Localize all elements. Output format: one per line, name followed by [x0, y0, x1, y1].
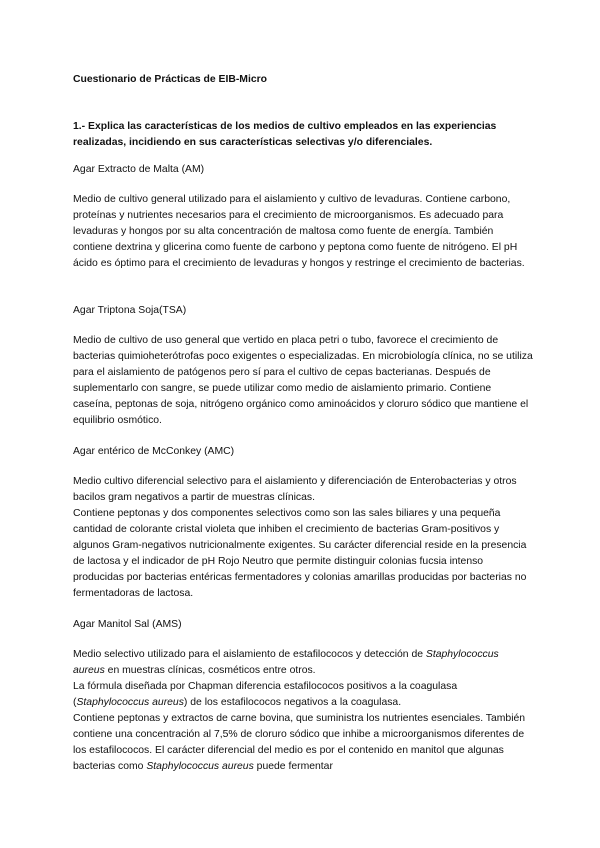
ams-p1-text-a: Medio selectivo utilizado para el aislamiento de estafilococos y detección de	[73, 649, 426, 660]
ams-p1-species: Staphylococcus aureus	[73, 649, 499, 676]
section-heading-am: Agar Extracto de Malta (AM)	[73, 164, 205, 175]
ams-p3-species: Staphylococcus aureus	[146, 761, 254, 772]
section-body-amc-2: Contiene peptonas y dos componentes selectivos como son las sales biliares y una pequeña cantidad de colorante cristal violeta que inhiben el crecimiento de bacterias Gram-positivos y algunos Gram-negativos nutricionalmente exigentes. Su carácter diferencial reside en la presencia de lactosa y el indicador de pH Rojo Neutro que permite distinguir colonias fucsia intenso producidas por bacterias entéricas fermentadores y colonias amarillas producidas por bacterias no fermentadoras de lactosa.	[73, 508, 527, 599]
section-body-am: Medio de cultivo general utilizado para el aislamiento y cultivo de levaduras. Contiene carbono, proteínas y nutrientes necesarios para el crecimiento de microorganismos. Es adecuado para levaduras y hongos por su alta concentración de maltosa como fuente de energía. También contiene dextrina y glicerina como fuente de carbono y peptona como fuente de nitrógeno. El pH ácido es óptimo para el crecimiento de levaduras y hongos y restringe el crecimiento de bacterias.	[73, 194, 525, 269]
section-body-amc-1: Medio cultivo diferencial selectivo para el aislamiento y diferenciación de Enterobacterias y otros bacilos gram negativos a partir de muestras clínicas.	[73, 476, 517, 503]
ams-p2-species: Staphylococcus aureus	[76, 697, 184, 708]
section-body-tsa: Medio de cultivo de uso general que vertido en placa petri o tubo, favorece el crecimiento de bacterias quimioheterótrofas poco exigentes o especializadas. En microbiología clínica, no se utiliza para el aislamiento de patógenos pero sí para el cultivo de cepas bacterianas. Después de suplementarlo con sangre, se puede utilizar como medio de aislamiento primario. Contiene caseína, peptonas de soja, nitrógeno orgánico como aminoácidos y cloruro sódico que mantiene el equilibrio osmótico.	[73, 335, 533, 426]
section-body-ams-1	[73, 647, 533, 679]
ams-p2-text-a: La fórmula diseñada por Chapman diferencia estafilococos positivos a la coagulasa (	[73, 681, 458, 708]
ams-p3-text-b: puede fermentar	[253, 761, 333, 772]
section-heading-ams: Agar Manitol Sal (AMS)	[73, 619, 182, 630]
question-1: 1.- Explica las características de los medios de cultivo empleados en las experiencias realizadas, incidiendo en sus características selectivas y/o diferenciales.	[73, 121, 497, 148]
section-body-ams-3	[73, 711, 533, 775]
ams-p1-text-b: en muestras clínicas, cosméticos entre otros.	[104, 665, 316, 676]
section-heading-tsa: Agar Triptona Soja(TSA)	[73, 305, 187, 316]
ams-p2-text-b: ) de los estafilococos negativos a la coagulasa.	[183, 697, 402, 708]
document-title: Cuestionario de Prácticas de EIB-Micro	[73, 74, 268, 85]
document-page	[73, 72, 533, 775]
section-heading-amc: Agar entérico de McConkey (AMC)	[73, 446, 235, 457]
section-body-ams-2	[73, 679, 533, 711]
ams-p3-text-a: Contiene peptonas y extractos de carne bovina, que suministra los nutrientes esenciales. También contiene una concentración al 7,5% de cloruro sódico que inhibe a microorganismos diferentes de los estafilococos. El carácter diferencial del medio es por el contenido en manitol que algunas bacterias como	[73, 713, 526, 772]
